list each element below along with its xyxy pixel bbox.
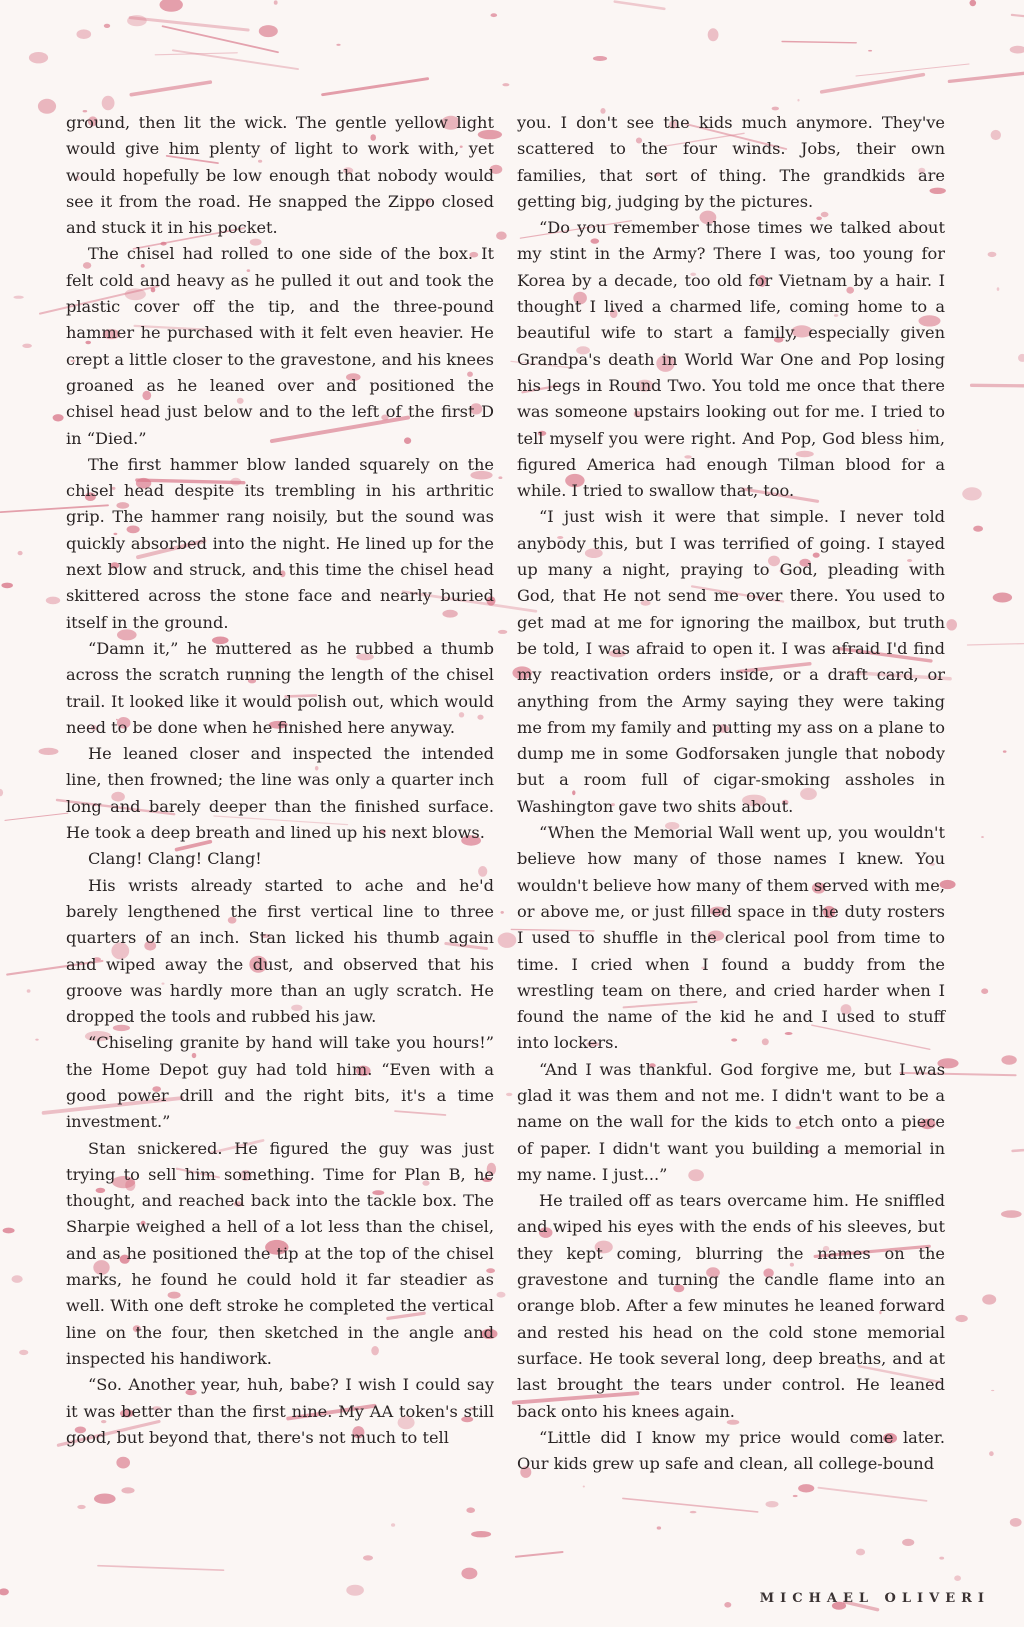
- left-column: [66, 110, 494, 1451]
- paragraph: you. I don't see the kids much anymore. They've scattered to the four winds. Jobs, their own families, that sort of thing. The grandkids are getting big, judging by the pictures.: [517, 113, 945, 211]
- splatter-dot: [690, 1511, 697, 1513]
- splatter-streak: [856, 64, 969, 76]
- paragraph: “And I was thankful. God forgive me, but I was glad it was them and not me. I didn't want to be a name on the wall for the kids to etch onto a piece of paper. I didn't want you building a memorial in my name. I just...”: [517, 1059, 945, 1184]
- splatter-dot: [1001, 1210, 1022, 1218]
- splatter-streak: [818, 1488, 926, 1501]
- splatter-dot: [471, 1531, 491, 1537]
- splatter-dot: [46, 597, 60, 605]
- splatter-dot: [94, 1494, 116, 1504]
- paragraph: “Damn it,” he muttered as he rubbed a thumb across the scratch running the length of the chisel trail. It looked like it would polish out, which would need to be done when he finished here anyway.: [66, 638, 494, 737]
- splatter-streak: [782, 42, 856, 43]
- splatter-dot: [104, 24, 110, 28]
- splatter-streak: [968, 644, 1024, 645]
- splatter-dot: [1010, 46, 1024, 54]
- splatter-dot: [506, 1093, 512, 1096]
- splatter-streak: [1013, 1143, 1024, 1151]
- splatter-dot: [1001, 1055, 1016, 1064]
- splatter-dot: [363, 1555, 373, 1560]
- splatter-dot: [502, 83, 509, 86]
- splatter-dot: [988, 252, 997, 257]
- splatter-dot: [1, 583, 13, 589]
- splatter-dot: [336, 44, 340, 46]
- splatter-dot: [993, 593, 1012, 603]
- splatter-dot: [657, 1526, 661, 1529]
- splatter-dot: [77, 29, 92, 39]
- splatter-streak: [5, 813, 68, 820]
- splatter-dot: [981, 836, 984, 838]
- splatter-streak: [98, 1566, 224, 1571]
- splatter-dot: [982, 1294, 996, 1304]
- splatter-dot: [35, 1039, 38, 1041]
- splatter-dot: [1010, 1518, 1022, 1527]
- splatter-dot: [77, 1505, 85, 1509]
- paragraph: The chisel had rolled to one side of the box. It felt cold and heavy as he pulled it out and took the plastic cover off the tip, and the three-pound hammer he purchased with it felt even heavier. He crept a little closer to the gravestone, and his knees groaned as he leaned over and positioned the chisel head just below and to the left of the first D in “Died.”: [66, 244, 494, 448]
- splatter-dot: [116, 1457, 130, 1469]
- splatter-dot: [939, 1557, 944, 1560]
- splatter-dot: [991, 1390, 994, 1391]
- splatter-streak: [822, 75, 924, 92]
- splatter-streak: [615, 2, 665, 9]
- splatter-streak: [516, 1552, 563, 1557]
- splatter-dot: [1003, 750, 1007, 752]
- splatter-dot: [102, 96, 115, 110]
- paragraph: “Chiseling granite by hand will take you hours!” the Home Depot guy had told him. “Even with a good power drill and the right bits, it's a time investment.”: [66, 1033, 494, 1132]
- splatter-dot: [461, 1568, 477, 1580]
- splatter-dot: [946, 619, 957, 630]
- splatter-streak: [1012, 15, 1024, 21]
- splatter-dot: [274, 0, 278, 4]
- splatter-dot: [27, 989, 31, 993]
- splatter-dot: [22, 344, 32, 348]
- splatter-dot: [970, 0, 977, 6]
- splatter-dot: [954, 1575, 961, 1581]
- splatter-dot: [798, 1484, 814, 1492]
- splatter-dot: [593, 56, 607, 61]
- splatter-dot: [989, 1451, 994, 1456]
- splatter-dot: [856, 1549, 865, 1556]
- splatter-streak: [131, 82, 210, 95]
- splatter-dot: [121, 1487, 134, 1493]
- splatter-dot: [973, 526, 983, 532]
- splatter-dot: [19, 1350, 28, 1355]
- splatter-dot: [3, 1228, 15, 1234]
- splatter-dot: [391, 1523, 395, 1527]
- splatter-dot: [38, 99, 56, 114]
- splatter-dot: [1018, 354, 1024, 362]
- splatter-dot: [997, 287, 1000, 291]
- paragraph: He leaned closer and inspected the intended line, then frowned; the line was only a quarter inch long and barely deeper than the finished surface. He took a deep breath and lined up his next blows.: [66, 744, 494, 843]
- splatter-dot: [491, 13, 498, 17]
- paragraph: “When the Memorial Wall went up, you wouldn't believe how many of those names I knew. You wouldn't believe how many of them served with me, or above me, or just filled space in the duty rosters I used to shuffle in the clerical pool from time to time. I cried when I found a buddy from the wrestling team on there, and cried harder when I found the name of the kid he and I used to stuff into lockers.: [517, 823, 945, 1053]
- splatter-dot: [53, 414, 64, 421]
- splatter-dot: [724, 1602, 731, 1608]
- paragraph: ground, then lit the wick. The gentle yellow light would give him plenty of light to work with, yet would hopefully be low enough that nobody would see it from the road. He snapped the Zippo closed and stuck it in his pocket.: [66, 113, 494, 238]
- splatter-dot: [991, 130, 1001, 140]
- splatter-dot: [498, 933, 517, 948]
- paragraph: “So. Another year, huh, babe? I wish I could say it was better than the first nine. My AA token's still good, but beyond that, there's not much to tell: [66, 1375, 494, 1447]
- splatter-dot: [39, 748, 59, 755]
- splatter-dot: [0, 1588, 9, 1595]
- splatter-dot: [501, 911, 504, 914]
- splatter-dot: [793, 1495, 798, 1497]
- splatter-dot: [708, 28, 719, 41]
- splatter-streak: [972, 385, 1024, 386]
- splatter-dot: [0, 789, 3, 796]
- paragraph: “Do you remember those times we talked about my stint in the Army? There I was, too young for Korea by a decade, too old for Vietnam by a hair. I thought I lived a charmed life, coming home to a beautiful wife to start a family, especially given Grandpa's death in World War One and Pop losing his legs in Round Two. You told me once that there was someone upstairs looking out for me. I tried to tell myself you were right. And Pop, God bless him, figured America had enough Tilman blood for a while. I tried to swallow that, too.: [517, 218, 945, 501]
- splatter-streak: [623, 1498, 758, 1512]
- splatter-dot: [160, 0, 183, 12]
- splatter-dot: [766, 1501, 779, 1507]
- splatter-dot: [346, 1585, 364, 1596]
- splatter-dot: [981, 988, 988, 994]
- right-column: [517, 110, 945, 1477]
- paragraph: “I just wish it were that simple. I never told anybody this, but I was terrified of going. I stayed up many a night, praying to God, pleading with God, that He not send me over there. You used to get mad at me for ignoring the mailbox, but truth be told, I was afraid to open it. I was afraid I'd find my reactivation orders inside, or a draft card, or anything from the Army saying they were taking me from my family and putting my ass on a plane to dump me in some Godforsaken jungle that nobody but a room full of cigar-smoking assholes in Washington gave two shits about.: [517, 507, 945, 816]
- splatter-streak: [323, 79, 428, 95]
- splatter-dot: [12, 1275, 23, 1283]
- splatter-dot: [868, 50, 872, 52]
- splatter-dot: [902, 1539, 914, 1546]
- splatter-dot: [259, 25, 278, 37]
- splatter-dot: [583, 1486, 585, 1488]
- paragraph: “Little did I know my price would come later. Our kids grew up safe and clean, all college-bound: [517, 1427, 945, 1474]
- splatter-dot: [498, 476, 502, 479]
- splatter-dot: [497, 1292, 506, 1298]
- splatter-dot: [29, 52, 48, 63]
- paragraph: Clang! Clang! Clang!: [88, 849, 262, 869]
- splatter-dot: [496, 232, 507, 240]
- splatter-streak: [130, 18, 248, 30]
- paragraph: His wrists already started to ache and he'd barely lengthened the first vertical line to three quarters of an inch. Stan licked his thumb again and wiped away the dust, and observed that his groove was hardly more than an ugly scratch. He dropped the tools and rubbed his jaw.: [66, 875, 494, 1027]
- paragraph: The first hammer blow landed squarely on the chisel head despite its trembling in his arthritic grip. The hammer rang noisily, but the sound was quickly absorbed into the night. He lined up for the next blow and struck, and this time the chisel head skittered across the stone face and nearly buried itself in the ground.: [66, 454, 494, 632]
- splatter-dot: [13, 296, 23, 299]
- splatter-dot: [962, 487, 982, 500]
- splatter-streak: [949, 71, 1024, 82]
- author-footer: MICHAEL OLIVERI: [759, 1591, 990, 1606]
- splatter-dot: [498, 630, 507, 634]
- splatter-dot: [797, 99, 799, 102]
- splatter-dot: [466, 1507, 475, 1513]
- paragraph: He trailed off as tears overcame him. He sniffled and wiped his eyes with the ends of his sleeves, but they kept coming, blurring the names on the gravestone and turning the candle flame into an orange blob. After a few minutes he leaned forward and rested his head on the cold stone memorial surface. He took several long, deep breaths, and at last brought the tears under control. He leaned back onto his knees again.: [517, 1191, 945, 1421]
- splatter-dot: [18, 551, 23, 555]
- paragraph: Stan snickered. He figured the guy was just trying to sell him something. Time for Plan B, he thought, and reached back into the tackle box. The Sharpie weighed a hell of a lot less than the chisel, and as he positioned the tip at the top of the chisel marks, he found he could hold it far steadier as well. With one deft stroke he completed the vertical line on the four, then sketched in the angle and inspected his handiwork.: [66, 1138, 494, 1368]
- splatter-dot: [955, 1315, 967, 1322]
